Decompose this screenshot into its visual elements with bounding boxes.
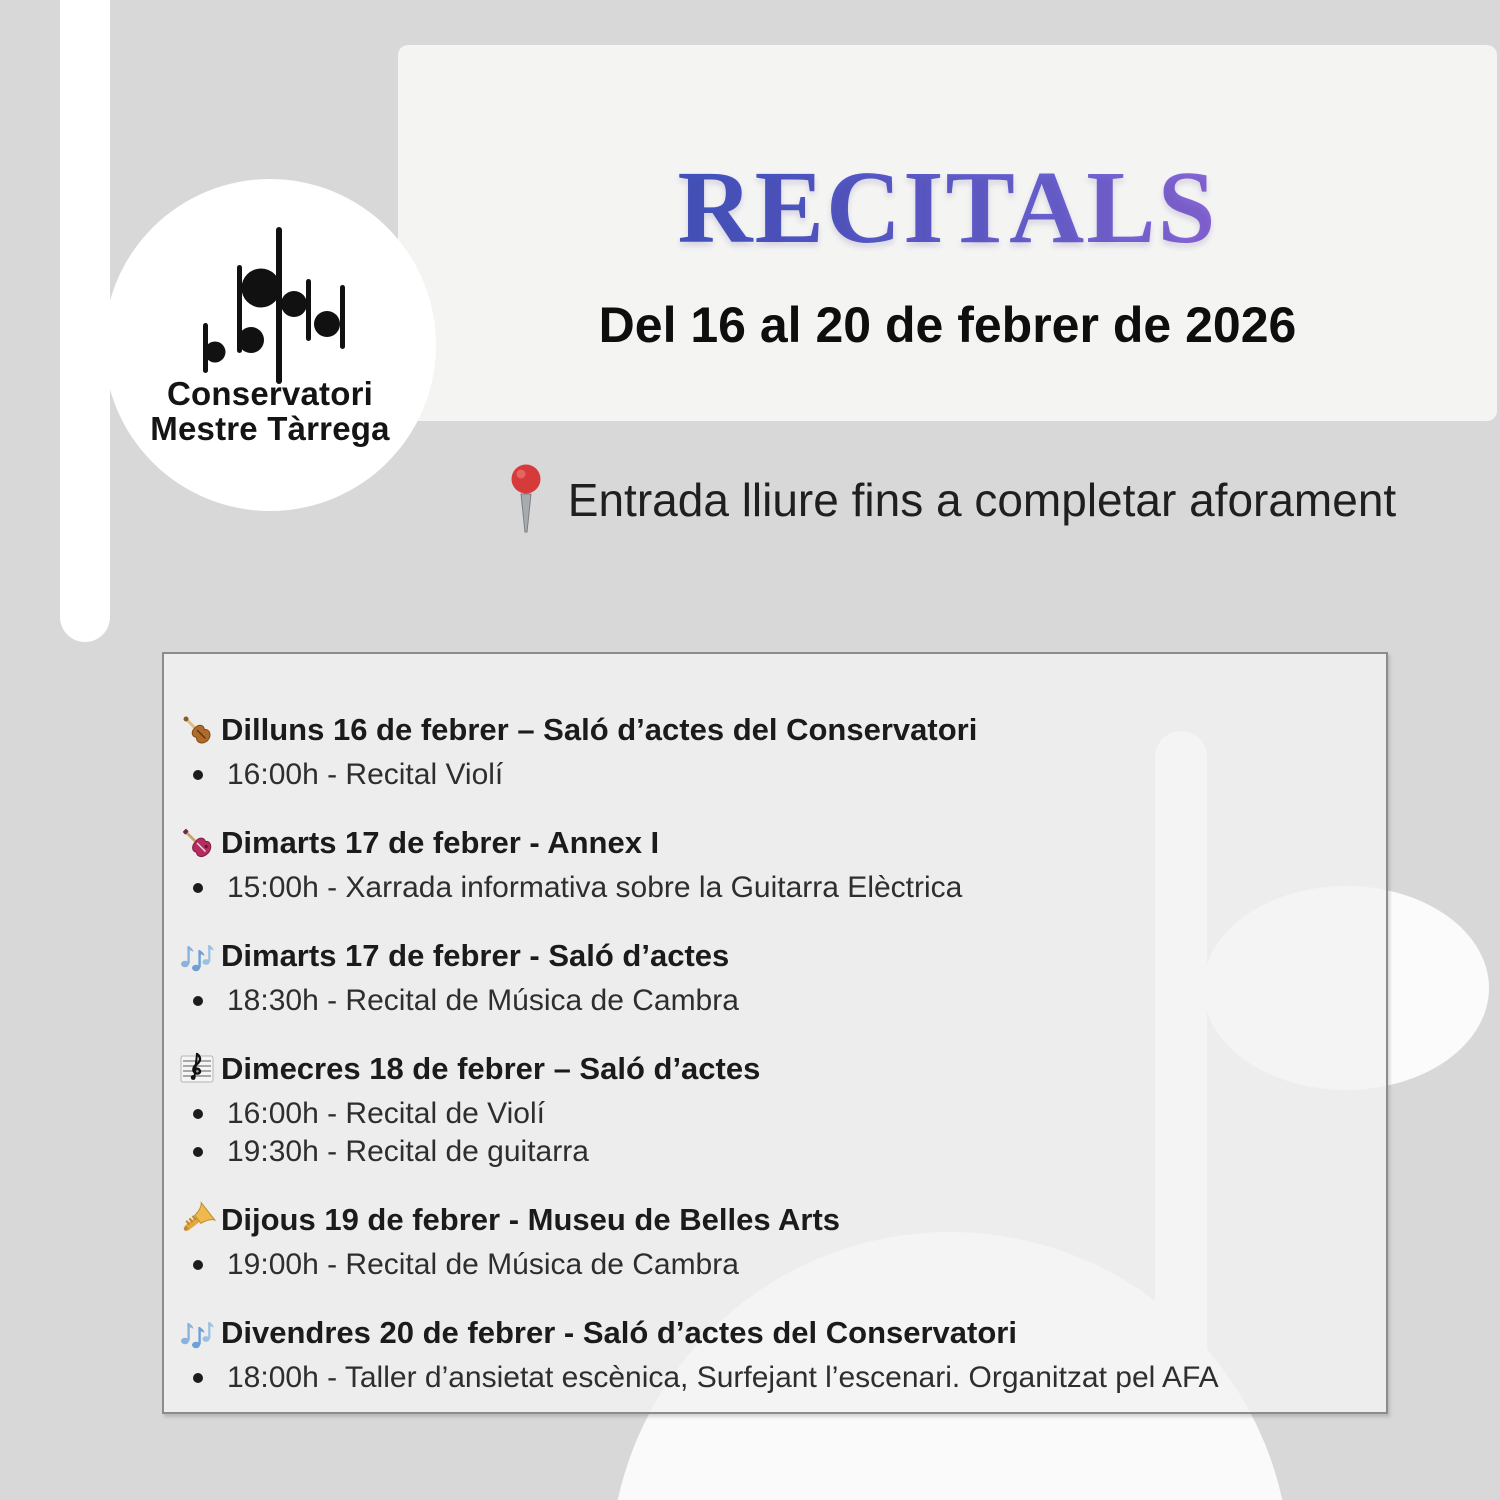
event-group (178, 823, 1368, 906)
event-title: Dimecres 18 de febrer – Saló d’actes (221, 1051, 761, 1086)
event-header (178, 936, 1368, 976)
event-item: 15:00h - Xarrada informativa sobre la Guitarra Elèctrica (178, 870, 1368, 906)
event-title: Dimarts 17 de febrer - Saló d’actes (221, 938, 730, 973)
event-title: Divendres 20 de febrer - Saló d’actes del Conservatori (221, 1315, 1017, 1350)
event-item: 18:30h - Recital de Música de Cambra (178, 983, 1368, 1019)
decor-capsule-bar (60, 0, 110, 642)
trumpet-icon (178, 1201, 216, 1239)
event-group (178, 936, 1368, 1019)
notice-row (400, 462, 1500, 538)
event-item: 16:00h - Recital Violí (178, 757, 1368, 793)
event-item: 19:00h - Recital de Música de Cambra (178, 1247, 1368, 1283)
page-title: RECITALS (398, 148, 1497, 267)
electric-guitar-icon (178, 824, 216, 862)
page-subtitle: Del 16 al 20 de febrer de 2026 (598, 297, 1297, 353)
event-item: 19:30h - Recital de guitarra (178, 1134, 1368, 1170)
events-box (162, 652, 1388, 1414)
flat-notes-logo-icon (104, 179, 436, 511)
logo-name-line1: Conservatori (167, 375, 373, 412)
event-header (178, 1049, 1368, 1089)
event-header (178, 823, 1368, 863)
notice-text: Entrada lliure fins a completar aforament (567, 474, 1397, 526)
pin-icon (504, 462, 548, 538)
event-group (178, 1313, 1368, 1396)
event-group (178, 1049, 1368, 1170)
event-group (178, 710, 1368, 793)
musical-notes-icon (178, 1314, 216, 1352)
event-header (178, 1313, 1368, 1353)
violin-icon (178, 711, 216, 749)
event-item: 18:00h - Taller d’ansietat escènica, Surfejant l’escenari. Organitzat pel AFA (178, 1360, 1368, 1396)
logo-badge (104, 179, 436, 511)
event-title: Dijous 19 de febrer - Museu de Belles Arts (221, 1202, 841, 1237)
musical-score-icon (178, 1050, 216, 1088)
event-header (178, 1200, 1368, 1240)
event-group (178, 1200, 1368, 1283)
event-item: 16:00h - Recital de Violí (178, 1096, 1368, 1132)
event-header (178, 710, 1368, 750)
musical-notes-icon (178, 937, 216, 975)
logo-name-line2: Mestre Tàrrega (150, 410, 390, 447)
event-title: Dimarts 17 de febrer - Annex I (221, 825, 660, 860)
event-title: Dilluns 16 de febrer – Saló d’actes del Conservatori (221, 712, 978, 747)
